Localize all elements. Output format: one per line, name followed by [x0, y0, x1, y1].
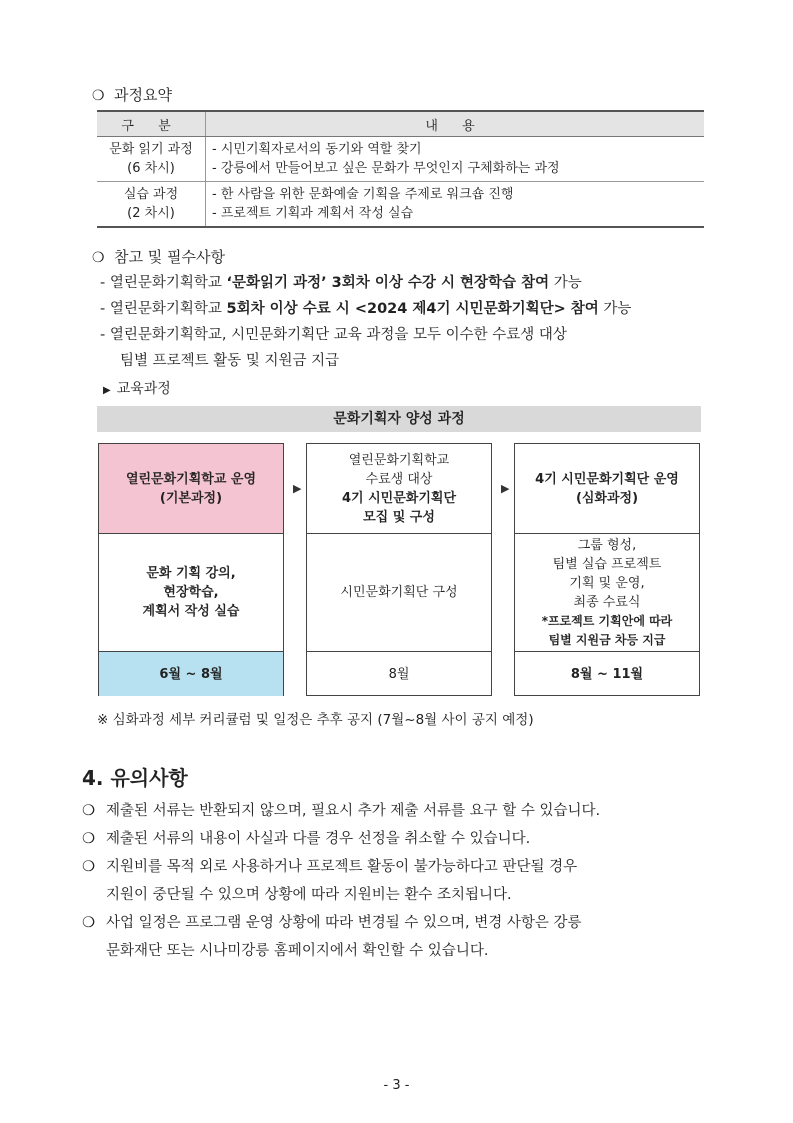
flow-stage-title: 4기 시민문화기획단 운영 (심화과정)	[515, 444, 699, 534]
list-item: 팀별 프로젝트 활동 및 지원금 지급	[120, 353, 340, 369]
notes-list	[100, 270, 730, 374]
flow-stage-period: 6월 ~ 8월	[99, 652, 283, 696]
circle-bullet-icon: ❍	[82, 831, 95, 847]
table-header-row	[97, 111, 704, 137]
flow-stage-title: 열린문화기획학교 수료생 대상 4기 시민문화기획단 모집 및 구성	[307, 444, 491, 534]
arrow-right-icon: ▶	[501, 482, 510, 495]
table-row	[97, 182, 704, 228]
col-content-header: 내 용	[206, 111, 705, 137]
circle-bullet-icon: ❍	[82, 859, 95, 875]
section-title: 4. 유의사항	[82, 766, 188, 790]
flow-column-basic	[98, 443, 284, 696]
row-content: - 한 사람을 위한 문화예술 기획을 주제로 워크숍 진행 - 프로젝트 기획과 계획서 작성 실습	[206, 182, 705, 228]
flow-stage-content: 시민문화기획단 구성	[307, 534, 491, 652]
row-category: 실습 과정 (2 차시)	[97, 182, 206, 228]
flow-stage-period: 8월	[388, 666, 410, 682]
flow-banner: 문화기획자 양성 과정	[97, 406, 701, 432]
list-item: ❍ 제출된 서류는 반환되지 않으며, 필요시 추가 제출 서류를 요구 할 수 있습니다.	[82, 803, 601, 819]
circle-bullet-icon: ❍	[82, 803, 95, 819]
list-item: ❍ 사업 일정은 프로그램 운영 상황에 따라 변경될 수 있으며, 변경 사항은 강릉 문화재단 또는 시나미강릉 홈페이지에서 확인할 수 있습니다.	[82, 915, 582, 959]
circle-bullet-icon: ❍	[92, 250, 105, 266]
summary-table	[97, 110, 704, 228]
arrow-right-icon: ▶	[293, 482, 302, 495]
flow-column-advanced	[514, 443, 700, 696]
list-item: - 열린문화기획학교, 시민문화기획단 교육 과정을 모두 이수한 수료생 대상	[100, 327, 567, 343]
flow-stage-title: 열린문화기획학교 운영 (기본과정)	[99, 444, 283, 534]
table-row	[97, 137, 704, 182]
summary-heading: ❍ 과정요약	[92, 86, 172, 104]
circle-bullet-icon: ❍	[92, 88, 105, 104]
circle-bullet-icon: ❍	[82, 915, 95, 931]
flow-stage-content: 그룹 형성, 팀별 실습 프로젝트 기획 및 운영, 최종 수료식 *프로젝트 기획안에 따라 팀별 지원금 차등 지급	[515, 534, 699, 652]
list-item: - 열린문화기획학교 ‘문화읽기 과정’ 3회차 이상 수강 시 현장학습 참여 가능	[100, 275, 582, 291]
row-content: - 시민기획자로서의 동기와 역할 찾기 - 강릉에서 만들어보고 싶은 문화가 무엇인지 구체화하는 과정	[206, 137, 705, 182]
list-item: ❍ 제출된 서류의 내용이 사실과 다를 경우 선정을 취소할 수 있습니다.	[82, 831, 531, 847]
list-item: - 열린문화기획학교 5회차 이상 수료 시 <2024 제4기 시민문화기획단> 참여 가능	[100, 301, 632, 317]
flow-stage-content: 문화 기획 강의, 현장학습, 계획서 작성 실습	[99, 534, 283, 652]
col-category-header: 구 분	[97, 111, 206, 137]
flow-column-recruit	[306, 443, 492, 696]
triangle-bullet-icon: ▶	[103, 385, 111, 396]
row-category: 문화 읽기 과정 (6 차시)	[97, 137, 206, 182]
notes-heading: ❍ 참고 및 필수사항	[92, 248, 225, 266]
flow-footnote: ※ 심화과정 세부 커리큘럼 및 일정은 추후 공지 (7월~8월 사이 공지 예정)	[97, 712, 534, 728]
flow-stage-period: 8월 ~ 11월	[570, 666, 644, 682]
edu-label: ▶ 교육과정	[103, 381, 171, 397]
list-item: ❍ 지원비를 목적 외로 사용하거나 프로젝트 활동이 불가능하다고 판단될 경우 지원이 중단될 수 있으며 상황에 따라 지원비는 환수 조치됩니다.	[82, 859, 578, 903]
page-number: - 3 -	[383, 1078, 410, 1093]
